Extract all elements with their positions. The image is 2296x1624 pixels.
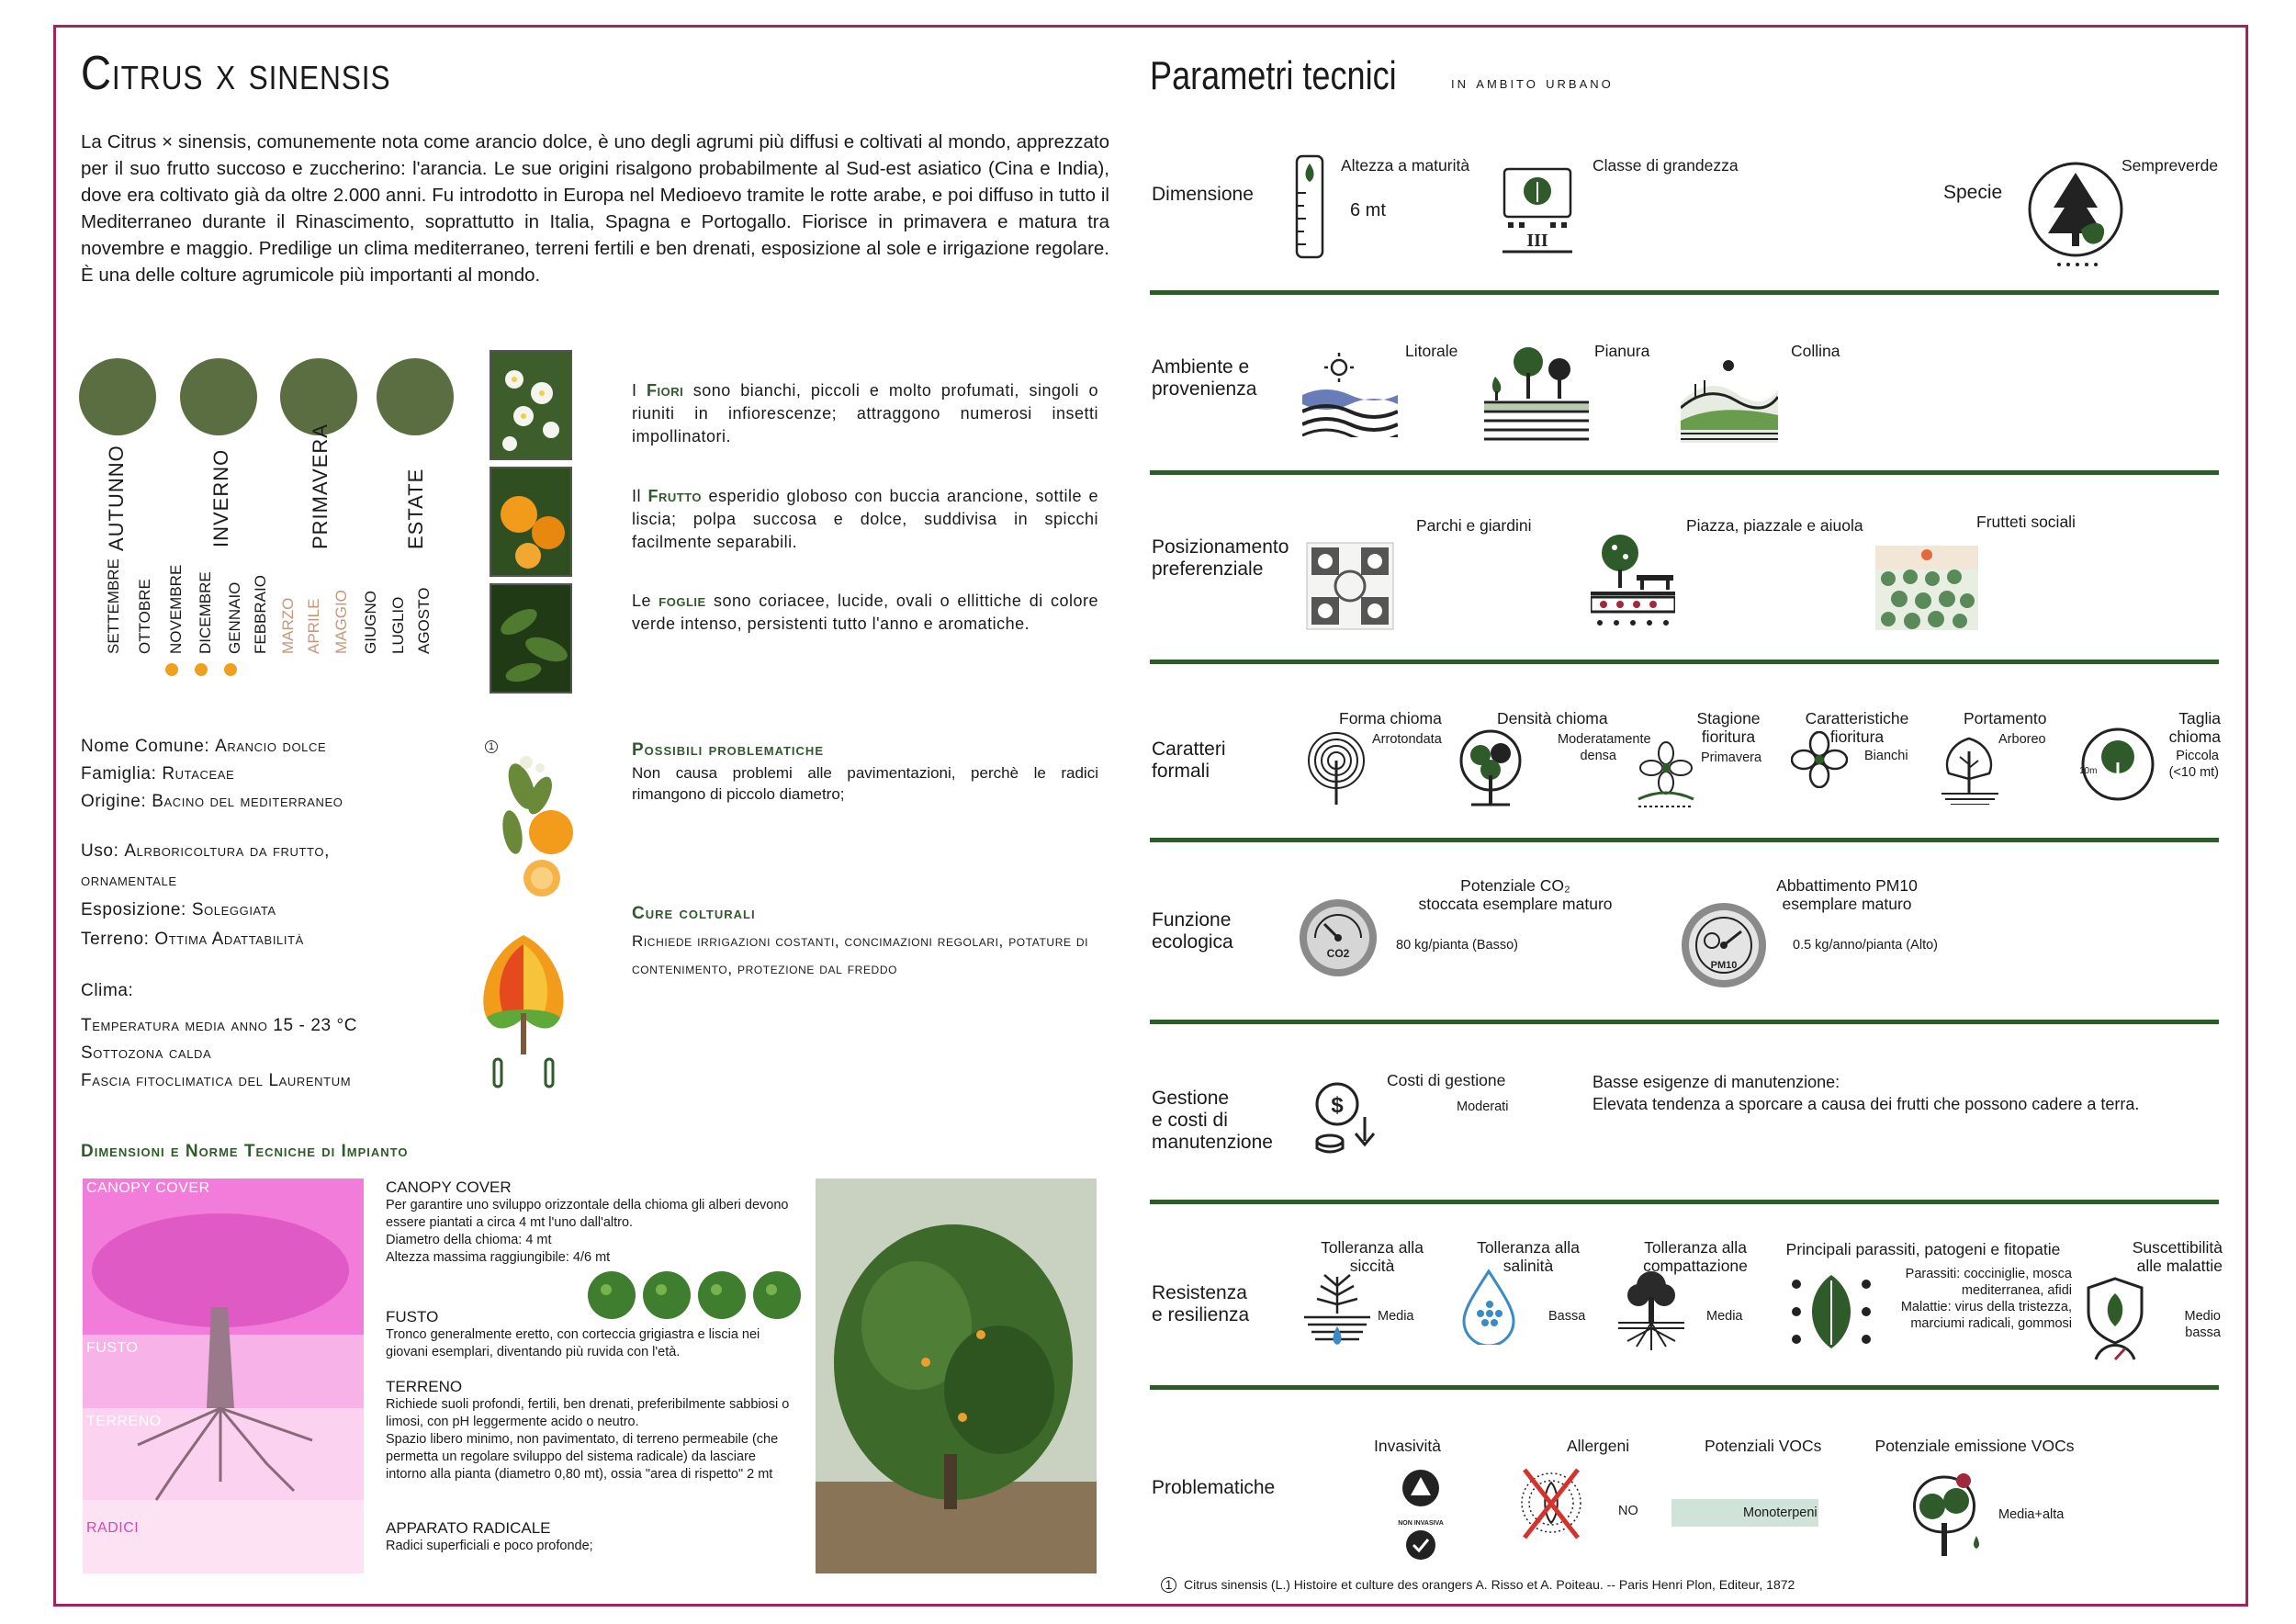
invasiveness-icon-text: NON INVASIVA [1398, 1520, 1444, 1527]
band-terreno: TERRENO [86, 1414, 162, 1429]
row-label-ambiente: Ambiente e provenienza [1152, 356, 1257, 400]
season-label: AUTUNNO [105, 445, 128, 551]
season-circle-inverno [180, 358, 257, 435]
soil-space-text: Spazio libero minimo, non pavimentato, di terreno permeabile (che permetta un regolare sviluppo del sistema radicale) da lasciare intorno alla pianta (diametro 0,80 mt), ossia "area di rispetto" 2 mt [386, 1432, 779, 1482]
salinity-label: Tolleranza alla salinità [1477, 1238, 1580, 1275]
band-canopy: CANOPY COVER [86, 1180, 210, 1196]
leaves-photo [490, 583, 572, 694]
season-circle-autunno [79, 358, 156, 435]
voc-emission-value: Media+alta [1998, 1507, 2065, 1522]
voc-emission-icon [1903, 1468, 1986, 1563]
crown-shape-value: Arrotondata [1372, 732, 1442, 747]
orchards-icon [1875, 546, 1978, 630]
fruit-dot [165, 663, 178, 676]
month-label: AGOSTO [415, 587, 433, 654]
month-label: MARZO [279, 597, 297, 654]
allergens-icon [1517, 1464, 1585, 1541]
divider [1150, 660, 2219, 664]
fruit-dot [195, 663, 208, 676]
section-title: Parametri tecnici [1150, 53, 1397, 98]
invasiveness-label: Invasività [1374, 1437, 1441, 1455]
origin: Origine: Bacino del mediterraneo [81, 792, 343, 811]
roots-text: Radici superficiali e poco profonde; [386, 1539, 593, 1553]
row-label-resistenza: Resistenza e resilienza [1152, 1282, 1250, 1325]
compaction-value: Media [1706, 1309, 1743, 1324]
month-label: OTTOBRE [136, 579, 153, 654]
drought-icon [1302, 1268, 1372, 1352]
invasiveness-icon [1398, 1468, 1444, 1562]
month-label: FEBBRAIO [252, 575, 269, 654]
month-label: MAGGIO [332, 590, 350, 654]
dimensions-heading: Dimensioni e Norme Tecniche di Impianto [81, 1142, 409, 1161]
month-label: SETTEMBRE [105, 558, 122, 654]
fruit-desc: Il Frutto esperidio globoso con buccia arancione, sottile e liscia; polpa succosa e dolce, suddivisa in spicchi facilmente separabili. [632, 487, 1098, 551]
month-label: NOVEMBRE [167, 564, 185, 654]
flowering-season-label: Stagione fioritura [1696, 709, 1761, 746]
pests-diseases: Malattie: virus della tristezza, marciumi radicali, gommosi [1900, 1300, 2072, 1331]
co2-value: 80 kg/pianta (Basso) [1396, 938, 1518, 953]
band-fusto: FUSTO [86, 1340, 139, 1356]
problems-heading: Possibili problematiche [632, 740, 824, 760]
pests-parasites: Parassiti: cocciniglie, mosca mediterranea, afidi [1905, 1267, 2072, 1298]
crown-shape-icon [1304, 731, 1368, 806]
month-label: GIUGNO [362, 591, 379, 654]
pests-label: Principali parassiti, patogeni e fitopatie [1785, 1240, 2061, 1258]
orchards-label: Frutteti sociali [1976, 513, 2076, 531]
row-label-dimensione: Dimensione [1152, 184, 1254, 205]
common-name: Nome Comune: Arancio dolce [81, 737, 327, 756]
crown-size-label: Taglia chioma [2168, 709, 2221, 746]
climate-2: Sottozona calda [81, 1043, 212, 1063]
tree-photo [816, 1179, 1097, 1573]
stem-heading: FUSTO [386, 1308, 439, 1325]
flowering-features-value: Bianchi [1864, 749, 1908, 763]
climate-1: Temperatura media anno 15 - 23 °C [81, 1016, 358, 1035]
vocs-label: Potenziali VOCs [1705, 1437, 1822, 1455]
row-label-funzione: Funzione ecologica [1152, 909, 1233, 953]
fruit-photo [490, 467, 572, 577]
climate-3: Fascia fitoclimatica del Laurentum [81, 1071, 352, 1090]
svg-text:PM10: PM10 [1710, 960, 1738, 971]
soil: Terreno: Ottima Adattabilità [81, 930, 304, 949]
evergreen-icon [2026, 156, 2125, 270]
drought-label: Tolleranza alla siccità [1321, 1238, 1424, 1275]
divider [1150, 1385, 2219, 1390]
disease-susceptibility-icon [2083, 1275, 2147, 1363]
month-label: DICEMBRE [197, 571, 214, 654]
height-ruler-icon [1293, 154, 1326, 261]
month-label: APRILE [305, 598, 322, 654]
compaction-icon [1618, 1269, 1684, 1352]
voc-emission-label: Potenziale emissione VOCs [1874, 1437, 2075, 1455]
leaves-desc: Le foglie sono coriacee, lucide, ovali o ellittiche di colore verde intenso, persistenti tutto l'anno e aromatiche. [632, 592, 1098, 633]
parks-label: Parchi e giardini [1416, 516, 1532, 535]
salinity-icon [1458, 1268, 1519, 1345]
disease-susceptibility-value: Medio bassa [2184, 1309, 2221, 1340]
size-class-numeral: III [1526, 231, 1548, 251]
plain-icon [1484, 345, 1589, 441]
allergens-value: NO [1618, 1504, 1638, 1518]
stem-block [386, 1308, 799, 1361]
crown-density-value: Moderatamente densa [1558, 732, 1651, 763]
size-class-label: Classe di grandezza [1593, 156, 1739, 175]
maintenance-text: Basse esigenze di manutenzione: Elevata tendenza a sporcare a causa dei frutti che possono cadere a terra. [1593, 1073, 2140, 1113]
pm10-gauge-icon [1679, 900, 1769, 990]
coast-label: Litorale [1405, 342, 1458, 360]
problems-text: Non causa problemi alle pavimentazioni, perchè le radici rimangono di piccolo diametro; [632, 764, 1098, 803]
flowering-season-icon [1635, 739, 1697, 810]
height-label: Altezza a maturità [1341, 156, 1470, 175]
coast-icon [1302, 351, 1398, 437]
allergens-label: Allergeni [1567, 1437, 1630, 1455]
costs-icon [1310, 1080, 1383, 1156]
species-label: Specie [1943, 182, 2003, 203]
stem-text: Tronco generalmente eretto, con corteccia grigiastra e liscia nei giovani esemplari, diventando più ruvida con l'età. [386, 1327, 760, 1359]
fruit-dot [224, 663, 237, 676]
roots-heading: APPARATO RADICALE [386, 1519, 551, 1537]
habit-label: Portamento [1964, 709, 2047, 727]
hill-label: Collina [1791, 342, 1840, 360]
care-text: Richiede irrigazioni costanti, concimazioni regolari, potature di contenimento, protezione dal freddo [632, 932, 1089, 977]
climate-label: Clima: [81, 981, 134, 1000]
square-icon [1591, 533, 1675, 630]
season-label: ESTATE [404, 468, 427, 549]
svg-text:CO2: CO2 [1326, 947, 1350, 960]
flowers-desc: I Fiori sono bianchi, piccoli e molto profumati, singoli o riuniti in infiorescenze; attraggono numerosi insetti impollinatori. [632, 381, 1098, 445]
month-label: LUGLIO [389, 596, 407, 654]
parks-icon [1306, 542, 1394, 630]
season-label: INVERNO [209, 448, 232, 547]
pm10-value: 0.5 kg/anno/pianta (Alto) [1793, 938, 1938, 953]
season-label: PRIMAVERA [309, 423, 332, 549]
disease-susceptibility-label: Suscettibilità alle malattie [2132, 1238, 2223, 1275]
section-subtitle: in ambito urbano [1451, 73, 1614, 93]
crown-size-icon [2076, 726, 2162, 803]
crown-density-icon [1458, 729, 1523, 806]
use: Uso: Alrboricoltura da frutto, [81, 841, 330, 861]
family: Famiglia: Rutaceae [81, 764, 235, 784]
note-number: 1 [485, 740, 498, 753]
band-radici: RADICI [86, 1520, 140, 1536]
habit-value: Arboreo [1998, 732, 2046, 747]
exposure: Esposizione: Soleggiata [81, 900, 276, 919]
crown-size-value: Piccola (<10 mt) [2168, 749, 2219, 780]
canopy-text: Per garantire uno sviluppo orizzontale della chioma gli alberi devono essere piantati a circa 4 mt l'uno dall'altro. [386, 1198, 789, 1230]
crown-size-icon-text: 10m [2079, 766, 2098, 776]
vocs-value: Monoterpeni [1743, 1506, 1818, 1520]
canopy-heading: CANOPY COVER [386, 1179, 512, 1196]
pm10-label: Abbattimento PM10 esemplare maturo [1776, 876, 1918, 913]
co2-label: Potenziale CO₂ stoccata esemplare maturo [1418, 876, 1613, 913]
soil-text: Richiede suoli profondi, fertili, ben drenati, preferibilmente sabbiosi o limosi, con pH leggermente acido o neutro. [386, 1397, 790, 1429]
care-heading: Cure colturali [632, 904, 756, 923]
soil-heading: TERRENO [386, 1378, 463, 1395]
footnote: 1 Citrus sinensis (L.) Histoire et culture des orangers A. Risso et A. Poiteau. -- Paris Henri Plon, Editeur, 1872 [1161, 1577, 1795, 1593]
intro-text: La Citrus × sinensis, comunemente nota come arancio dolce, è uno degli agrumi più diffusi e coltivati al mondo, apprezzato per il suo frutto succoso e zuccherino: l'arancia. Le sue origini risalgono probabilmente al Sud-est asiatico (Cina e India), dove era coltivato già da oltre 2.000 anni. Fu introdotto in Europa nel Medioevo tramite le rotte arabe, e poi diffuso in tutto il Mediterraneo durante il Rinascimento, soprattutto in Italia, Spagna e Portogallo. Fiorisce in primavera e matura tra novembre e maggio. Predilige un clima mediterraneo, terreni fertili e ben drenati, esposizione al sole e irrigazione regolare. È una delle colture agrumicole più importanti al mondo. [81, 131, 1109, 286]
divider [1150, 1020, 2219, 1024]
row-label-gestione: Gestione e costi di manutenzione [1152, 1088, 1273, 1153]
month-label: GENNAIO [226, 581, 243, 654]
costs-value: Moderati [1457, 1100, 1509, 1114]
use-2: ornamentale [81, 871, 177, 890]
costs-label: Costi di gestione [1387, 1071, 1506, 1089]
salinity-value: Bassa [1548, 1309, 1586, 1324]
botanical-illustration [485, 740, 580, 908]
roots-block [386, 1519, 799, 1555]
compaction-label: Tolleranza alla compattazione [1643, 1238, 1748, 1275]
flowers-photo [490, 350, 572, 460]
drought-value: Media [1378, 1309, 1414, 1324]
row-label-caratteri: Caratteri formali [1152, 739, 1226, 782]
page-title: Citrus x sinensis [81, 47, 391, 100]
divider [1150, 1200, 2219, 1204]
row-label-posizionamento: Posizionamento preferenziale [1152, 536, 1289, 580]
height-value: 6 mt [1350, 200, 1386, 220]
divider [1150, 838, 2219, 842]
square-label: Piazza, piazzale e aiuola [1686, 516, 1863, 535]
plain-label: Pianura [1594, 342, 1650, 360]
co2-gauge-icon [1297, 897, 1379, 979]
crown-shape-label: Forma chioma [1339, 709, 1442, 727]
habit-icon [1936, 733, 2004, 805]
crown-density-label: Densità chioma [1497, 709, 1608, 727]
canopy-block [386, 1179, 799, 1267]
flowering-season-value: Primavera [1701, 750, 1762, 765]
season-circle-estate [377, 358, 454, 435]
pests-icon [1787, 1266, 1875, 1354]
divider [1150, 470, 2219, 475]
soil-block [386, 1378, 799, 1483]
species-value: Sempreverde [2122, 156, 2219, 175]
divider [1150, 290, 2219, 295]
flowering-features-label: Caratteristiche fioritura [1805, 709, 1909, 746]
hill-icon [1681, 356, 1778, 443]
canopy-diagram [83, 1179, 364, 1573]
row-label-problematiche: Problematiche [1152, 1477, 1276, 1498]
canopy-height: Altezza massima raggiungibile: 4/6 mt [386, 1250, 611, 1265]
climate-tree-icon [468, 926, 579, 1097]
canopy-diameter: Diametro della chioma: 4 mt [386, 1233, 552, 1247]
svg-text:$: $ [1331, 1093, 1344, 1118]
size-class-icon [1499, 165, 1576, 257]
